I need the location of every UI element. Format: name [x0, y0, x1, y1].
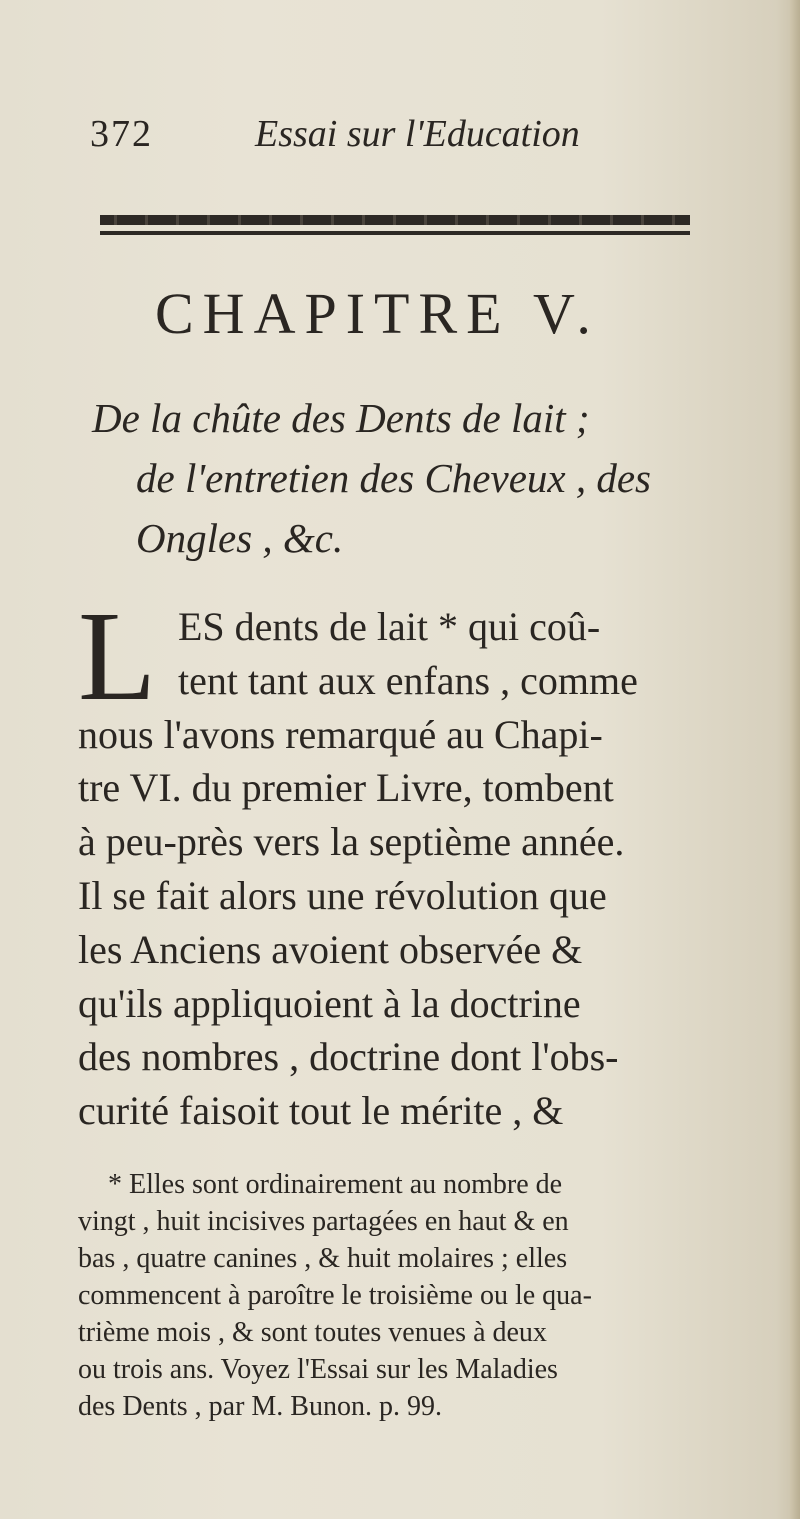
body-line: des nombres , doctrine dont l'obs-: [78, 1034, 619, 1080]
footnote-line: commencent à paroître le troisième ou le qua-: [78, 1280, 592, 1311]
subtitle-line: de l'entretien des Cheveux , des: [136, 455, 652, 501]
body-line: à peu-près vers la septième année.: [78, 819, 625, 865]
footnote: [78, 1166, 703, 1425]
chapter-subtitle: [92, 388, 712, 568]
footnote-line: * Elles sont ordinairement au nombre de: [108, 1169, 563, 1200]
body-line: ES dents de lait * qui coû-: [178, 604, 601, 649]
footnote-line: vingt , huit incisives partagées en haut & en: [78, 1206, 569, 1237]
footnote-line: des Dents , par M. Bunon. p. 99.: [78, 1391, 442, 1422]
running-title: Essai sur l'Education: [255, 113, 580, 155]
body-line: tre VI. du premier Livre, tombent: [78, 765, 614, 811]
footnote-line: bas , quatre canines , & huit molaires ; elles: [78, 1243, 568, 1274]
drop-cap: L: [78, 585, 157, 727]
chapter-title: CHAPITRE V.: [155, 281, 600, 346]
body-line: nous l'avons remarqué au Chapi-: [78, 711, 603, 757]
body-line: Il se fait alors une révolution que: [78, 872, 607, 918]
body-line: qu'ils appliquoient à la doctrine: [78, 980, 581, 1026]
decorative-rule: [100, 215, 690, 241]
page-number: 372: [90, 113, 153, 155]
body-line: tent tant aux enfans , comme: [178, 657, 638, 703]
running-header: [90, 112, 690, 162]
footnote-line: trième mois , & sont toutes venues à deux: [78, 1317, 547, 1348]
footnote-line: ou trois ans. Voyez l'Essai sur les Maladies: [78, 1354, 558, 1385]
body-line: curité faisoit tout le mérite , &: [78, 1088, 564, 1134]
page-edge: [790, 0, 800, 1519]
subtitle-line: De la chûte des Dents de lait ;: [92, 395, 590, 441]
rule-thin-line: [100, 231, 690, 235]
body-text: [78, 585, 708, 1138]
body-line: les Anciens avoient observée &: [78, 926, 583, 972]
rule-thick-line: [100, 215, 690, 225]
subtitle-line: Ongles , &c.: [136, 515, 344, 561]
